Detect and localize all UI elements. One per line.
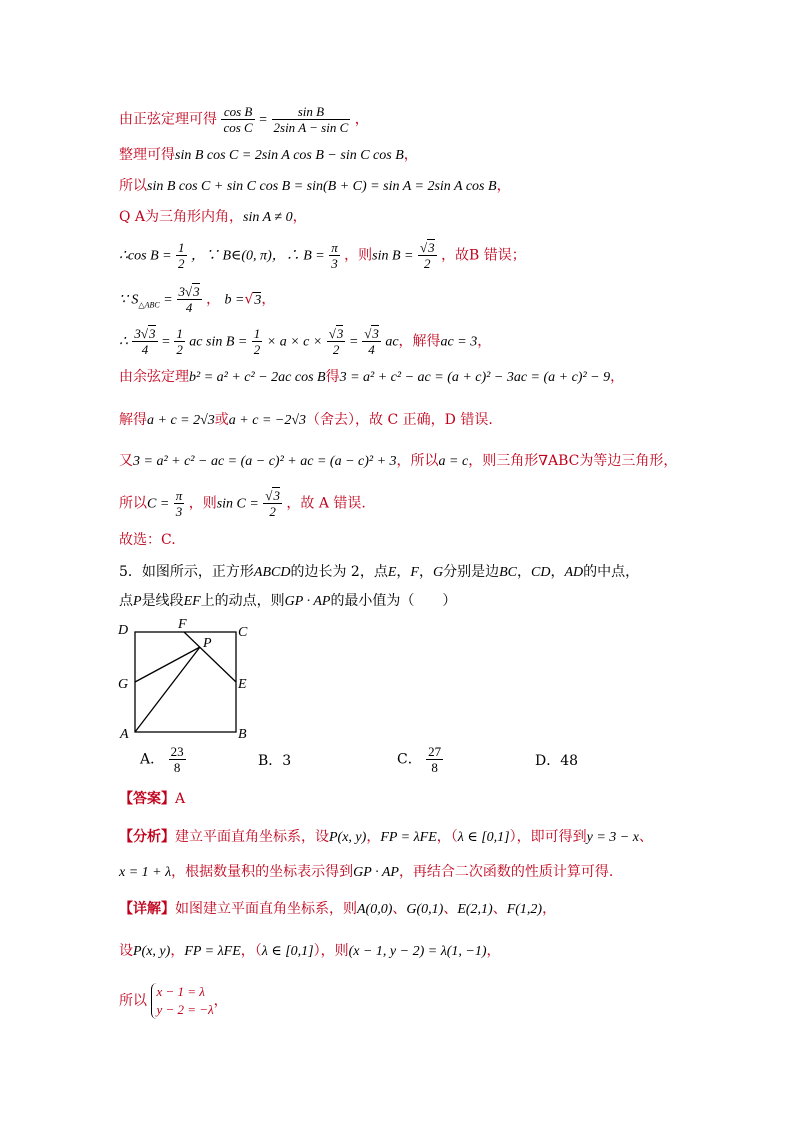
solution-line-10: 又3 = a² + c² − ac = (a − c)² + ac = (a − c)² + 3，所以a = c，则三角形∇ABC为等边三角形， <box>119 453 678 469</box>
solution-line-12: 故选：C. <box>119 532 176 548</box>
detail-line-3: 所以 x − 1 = λ y − 2 = −λ ， <box>119 984 228 1017</box>
solution-line-11: 所以C = $\frac{\pi}{3}$ ，则sin C = $\frac{√3}{2}$ ，故 A 错误. <box>119 488 366 519</box>
choice-c[interactable]: C． $\frac{27}{8}$ <box>397 744 442 775</box>
label-f: F <box>178 617 187 632</box>
solution-line-8: 由余弦定理b² = a² + c² − 2ac cos B得3 = a² + c² − ac = (a + c)² − 3ac = (a + c)² − 9， <box>119 369 625 385</box>
choice-d[interactable]: D．48 <box>535 753 579 769</box>
segment-gp <box>135 647 200 682</box>
fraction: $\frac{\text{cos B}}{\text{cos C}}$ <box>223 104 253 135</box>
square-figure <box>116 616 256 742</box>
solution-line-3: 所以sin B cos C + sin C cos B = sin(B + C) = sin A = 2sin A cos B， <box>119 178 511 194</box>
detail-line-1: 【详解】如图建立平面直角坐标系，则A(0,0)、G(0,1)、E(2,1)、F(1,2)， <box>119 901 557 917</box>
fraction: $\frac{\text{sin B}}{\text{2sin A − sin C}}$ <box>273 104 349 135</box>
solution-line-1: 由正弦定理可得 $\frac{\text{cos B}}{\text{cos C}}$ = $\frac{\text{sin B}}{\text{2sin A − sin C}}$ ， <box>119 104 369 135</box>
label-b: B <box>238 727 247 742</box>
label-c: C <box>238 625 248 640</box>
label-a: A <box>120 727 129 742</box>
label-d: D <box>118 623 129 638</box>
square-abcd <box>135 632 236 732</box>
question-stem-1: 5．如图所示，正方形ABCD的边长为 2，点E，F，G分别是边BC，CD，AD的中点， <box>119 564 640 580</box>
solution-line-7: ∴ $\frac{3√3}{4}$ = $\frac{1}{2}$ ac sin B = $\frac{1}{2}$ × a × c × $\frac{√3}{2}$ = $\frac{√3}{4}$ ac，解得ac = 3， <box>119 326 492 357</box>
label-g: G <box>118 677 129 692</box>
solution-line-6: ∵ $S_{\triangle ABC}$ = $\frac{3√3}{4}$ ， b =√3， <box>119 284 276 315</box>
choice-a[interactable]: A． $\frac{23}{8}$ <box>140 744 184 775</box>
solution-line-4: Q A为三角形内角，sin A ≠ 0， <box>119 209 307 225</box>
text: 由正弦定理可得 <box>119 111 217 128</box>
equation-system: x − 1 = λ y − 2 = −λ <box>151 983 213 1019</box>
label-e: E <box>238 677 247 692</box>
analysis-line-1: 【分析】建立平面直角坐标系，设P(x, y)，FP = λFE，（λ ∈ [0,1]），即可得到y = 3 − x、 <box>119 829 653 845</box>
choice-b[interactable]: B．3 <box>258 753 292 769</box>
segment-ap <box>135 647 200 732</box>
solution-line-2: 整理可得sin B cos C = 2sin A cos B − sin C cos B， <box>119 147 418 163</box>
solution-line-5: ∴cos B = $\frac{1}{2}$ ，∵ B∈(0, π)，∴ B = $\frac{\pi}{3}$ ，则sin B = $\frac{√3}{2}$ ，故B 错误； <box>119 240 526 271</box>
answer-line: 【答案】A <box>119 791 186 807</box>
question-stem-2: 点P是线段EF上的动点，则GP · AP的最小值为（ ） <box>119 593 457 609</box>
solution-line-9: 解得a + c = 2√3或a + c = −2√3（舍去），故 C 正确，D 错误. <box>119 412 493 428</box>
analysis-line-2: x = 1 + λ，根据数量积的坐标表示得到GP · AP，再结合二次函数的性质计算可得. <box>119 864 614 880</box>
detail-line-2: 设P(x, y)，FP = λFE，（λ ∈ [0,1]），则(x − 1, y − 2) = λ(1, −1)， <box>119 943 501 959</box>
label-p: P <box>203 636 212 651</box>
